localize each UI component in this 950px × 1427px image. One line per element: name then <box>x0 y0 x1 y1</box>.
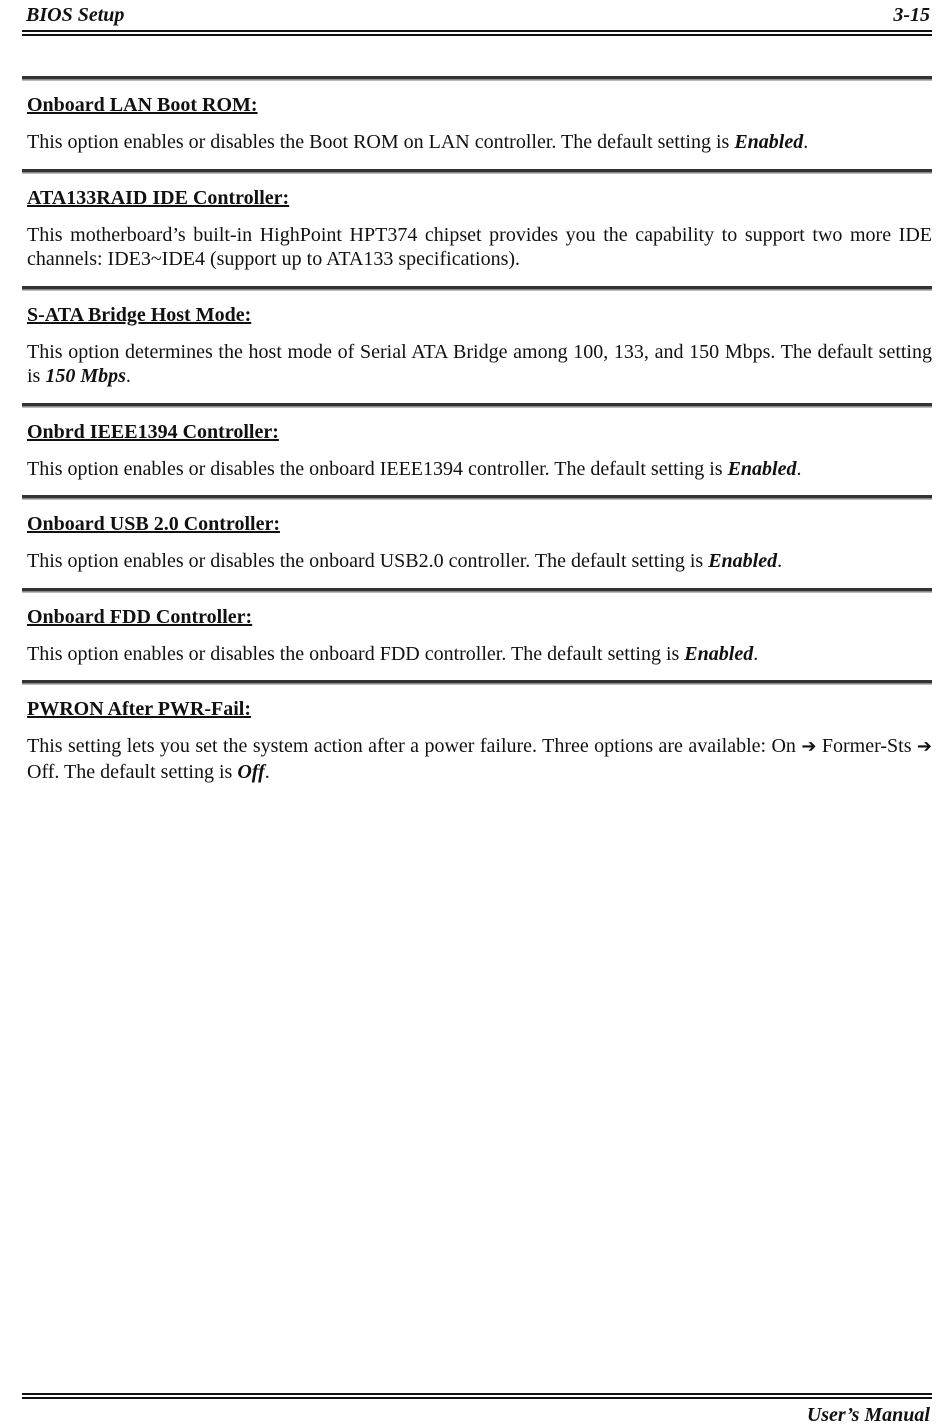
header-page-number: 3-15 <box>893 4 930 26</box>
body-text-end: . <box>796 457 802 480</box>
section-onbrd-ieee1394-controller <box>22 403 932 482</box>
default-value: Enabled <box>727 457 797 480</box>
section-onboard-lan-boot-rom <box>22 76 932 155</box>
section-body <box>27 340 932 389</box>
section-title: Onboard USB 2.0 Controller: <box>27 513 280 535</box>
body-text-end: . <box>803 131 809 153</box>
section-body <box>27 734 932 784</box>
section-title: Onboard FDD Controller: <box>27 605 253 628</box>
section-divider <box>22 169 932 173</box>
section-divider <box>22 403 932 407</box>
body-text: This setting lets you set the system action after a power failure. Three options are available: On <box>27 735 802 757</box>
section-onboard-usb-controller <box>22 495 932 574</box>
body-text-end: . <box>264 760 270 783</box>
section-sata-bridge-host-mode <box>22 286 932 389</box>
section-body: This motherboard’s built-in HighPoint HPT374 chipset provides you the capability to support two more IDE channels: IDE3~IDE4 (support up to ATA133 specifications). <box>27 223 932 270</box>
section-title: PWRON After PWR-Fail: <box>27 698 252 720</box>
body-text-end: . <box>125 365 131 387</box>
section-divider <box>22 680 932 684</box>
default-value: Enabled <box>684 642 754 665</box>
section-body <box>27 457 932 482</box>
section-title: ATA133RAID IDE Controller: <box>27 186 290 209</box>
body-text: This option enables or disables the onboard USB2.0 controller. The default setting is <box>27 550 709 572</box>
section-title: Onboard LAN Boot ROM: <box>27 94 258 116</box>
default-value: Off <box>237 760 265 783</box>
section-body <box>27 642 932 667</box>
body-text: This option determines the host mode of Serial ATA Bridge among 100, 133, and 150 Mbps. The default setting is <box>27 340 932 387</box>
default-value: Enabled <box>734 131 804 153</box>
section-title: S-ATA Bridge Host Mode: <box>27 303 252 326</box>
body-text-end: . <box>777 550 783 572</box>
section-divider <box>22 76 932 80</box>
section-body <box>27 130 932 155</box>
section-onboard-fdd-controller <box>22 588 932 667</box>
page-header <box>26 4 930 28</box>
section-title: Onbrd IEEE1394 Controller: <box>27 420 279 443</box>
section-divider <box>22 286 932 290</box>
arrow-right-icon: ➔ <box>916 736 932 757</box>
page-content <box>22 76 932 798</box>
section-body <box>27 549 932 574</box>
section-pwron-after-pwr-fail <box>22 680 932 784</box>
section-ata133raid-ide-controller <box>22 169 932 272</box>
section-divider <box>22 495 932 499</box>
page-footer: User’s Manual <box>806 1404 930 1426</box>
default-value: Enabled <box>708 550 778 572</box>
arrow-right-icon: ➔ <box>801 736 817 757</box>
body-text: This option enables or disables the Boot ROM on LAN controller. The default setting is <box>27 131 735 153</box>
body-text-end: . <box>753 642 759 665</box>
body-text: This option enables or disables the onboard FDD controller. The default setting is <box>27 642 685 665</box>
body-text: This option enables or disables the onboard IEEE1394 controller. The default setting is <box>27 457 728 480</box>
default-value: 150 Mbps <box>45 365 126 387</box>
header-title: BIOS Setup <box>26 4 125 26</box>
section-divider <box>22 588 932 592</box>
body-text: Off. The default setting is <box>27 760 238 783</box>
header-rule <box>22 30 932 32</box>
footer-rule <box>22 1393 932 1395</box>
body-text: Former-Sts <box>816 735 917 757</box>
